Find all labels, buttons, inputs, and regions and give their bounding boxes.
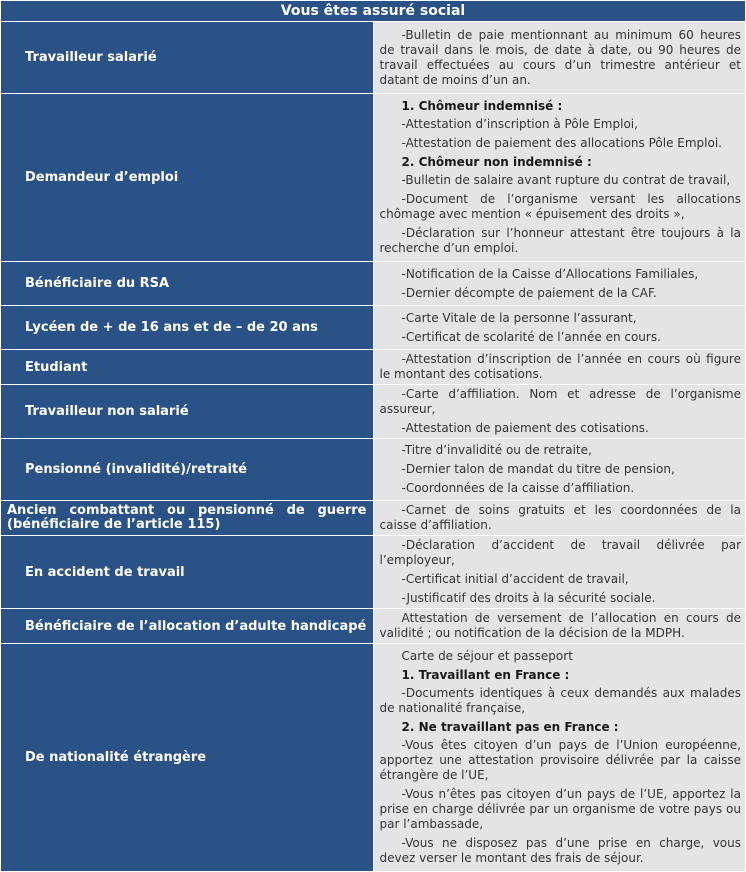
document-line: -Déclaration d’accident de travail délivrée par l’employeur, [379, 538, 741, 567]
document-line: -Déclaration sur l’honneur attestant être toujours à la recherche d’un emploi. [379, 226, 741, 255]
document-line: -Titre d’invalidité ou de retraite, [401, 443, 592, 457]
insured-category-label: Ancien combattant ou pensionné de guerre (bénéficiaire de l’article 115) [1, 501, 374, 536]
required-documents-cell [373, 94, 746, 262]
document-line: -Attestation d’inscription de l’année en cours où figure le montant des cotisations. [379, 352, 741, 381]
document-line: -Coordonnées de la caisse d’affiliation. [401, 481, 635, 495]
document-line: -Attestation d’inscription à Pôle Emploi, [401, 117, 638, 131]
required-documents-cell [373, 501, 746, 536]
insured-category-label: Lycéen de + de 16 ans et de – de 20 ans [1, 306, 374, 350]
document-line: -Carte Vitale de la personne l’assurant, [401, 310, 637, 325]
document-line: -Justificatif des droits à la sécurité sociale. [401, 591, 656, 605]
document-line: -Notification de la Caisse d’Allocations Familiales, [401, 266, 699, 281]
insured-category-label: En accident de travail [1, 536, 374, 609]
document-line: -Documents identiques à ceux demandés aux malades de nationalité française, [379, 686, 741, 715]
insured-category-label: Bénéficiaire de l’allocation d’adulte handicapé [1, 609, 374, 644]
document-line: -Vous êtes citoyen d’un pays de l’Union européenne, apportez une attestation provisoire délivrée par la caisse étrangère de l’UE, [379, 738, 741, 782]
insured-category-label: Pensionné (invalidité)/retraité [1, 439, 374, 501]
required-documents-cell [373, 609, 746, 644]
document-line: -Attestation de paiement des allocations Pôle Emploi. [401, 136, 722, 150]
table-title: Vous êtes assuré social [1, 1, 746, 22]
document-line: Attestation de versement de l’allocation en cours de validité ; ou notification de la décision de la MDPH. [379, 611, 741, 640]
document-line: Carte de séjour et passeport [401, 649, 573, 663]
document-line: -Bulletin de paie mentionnant au minimum 60 heures de travail dans le mois, de date à date, ou 90 heures de travail effectuées au cours d’un trimestre antérieur et datant de moins d’un an. [379, 27, 741, 87]
required-documents-cell [373, 350, 746, 385]
table-row [1, 262, 746, 306]
table-row [1, 306, 746, 350]
document-line: -Bulletin de salaire avant rupture du contrat de travail, [401, 173, 731, 187]
table-row [1, 22, 746, 94]
required-documents-cell [373, 644, 746, 872]
table-row [1, 501, 746, 536]
document-subheading: 2. Chômeur non indemnisé : [401, 155, 592, 169]
table-row [1, 94, 746, 262]
document-line: -Dernier décompte de paiement de la CAF. [401, 285, 657, 300]
document-line: -Vous ne disposez pas d’une prise en charge, vous devez verser le montant des frais de séjour. [379, 836, 741, 865]
insured-category-label: Demandeur d’emploi [1, 94, 374, 262]
required-documents-cell [373, 306, 746, 350]
document-subheading: 2. Ne travaillant pas en France : [401, 720, 619, 734]
insured-category-label: Bénéficiaire du RSA [1, 262, 374, 306]
document-line: -Attestation de paiement des cotisations. [401, 421, 649, 435]
document-line: -Certificat de scolarité de l’année en cours. [401, 329, 661, 344]
insured-category-label: Travailleur salarié [1, 22, 374, 94]
document-line: -Certificat initial d’accident de travail, [401, 572, 629, 586]
table-row [1, 385, 746, 439]
table-row [1, 644, 746, 872]
required-documents-cell [373, 536, 746, 609]
required-documents-cell [373, 439, 746, 501]
required-documents-cell [373, 22, 746, 94]
document-line: -Carte d’affiliation. Nom et adresse de l’organisme assureur, [379, 387, 741, 416]
required-documents-cell [373, 262, 746, 306]
table-row [1, 609, 746, 644]
document-subheading: 1. Chômeur indemnisé : [401, 99, 563, 113]
table-row [1, 350, 746, 385]
document-line: -Dernier talon de mandat du titre de pension, [401, 462, 675, 476]
document-subheading: 1. Travaillant en France : [401, 668, 570, 682]
insured-category-label: De nationalité étrangère [1, 644, 374, 872]
table-row [1, 536, 746, 609]
required-documents-cell [373, 385, 746, 439]
table-row [1, 439, 746, 501]
document-line: -Document de l’organisme versant les allocations chômage avec mention « épuisement des droits », [379, 192, 741, 221]
document-line: -Vous n’êtes pas citoyen d’un pays de l’UE, apportez la prise en charge délivrée par un organisme de votre pays ou par l’ambassade, [379, 787, 741, 831]
insured-category-label: Etudiant [1, 350, 374, 385]
table-header-row [1, 1, 746, 22]
insured-category-label: Travailleur non salarié [1, 385, 374, 439]
document-line: -Carnet de soins gratuits et les coordonnées de la caisse d’affiliation. [379, 503, 741, 532]
